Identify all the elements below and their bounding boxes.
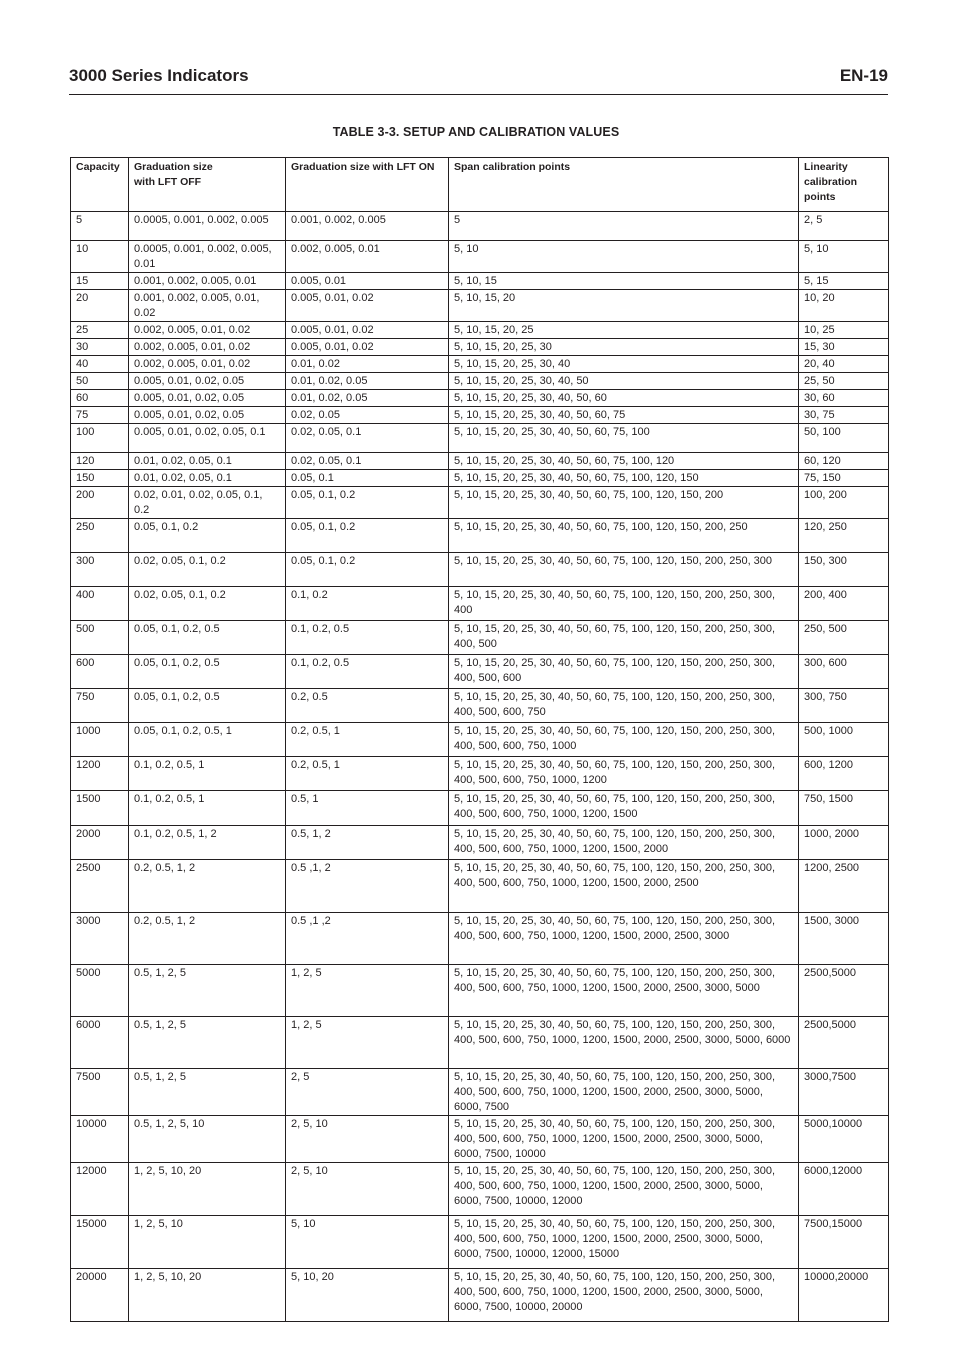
table-row — [71, 487, 889, 519]
cell-linearity-points: 10000,20000 — [799, 1269, 889, 1322]
header-row — [71, 158, 889, 212]
cell-graduation-lft-off: 0.02, 0.05, 0.1, 0.2 — [129, 553, 286, 587]
cell-span-points: 5, 10, 15, 20, 25, 30, 40, 50, 60, 75, 100, 120, 150, 200, 250, 300, 400, 500 — [449, 621, 799, 655]
cell-span-points: 5, 10, 15, 20, 25, 30, 40, 50, 60, 75, 100, 120, 150, 200, 250, 300, 400, 500, 600, 750, 1000, 1200, 1500, 2000, 2500, 3000, 5000, 6000, 7500, 10000 — [449, 1116, 799, 1163]
cell-linearity-points: 30, 75 — [799, 407, 889, 424]
cell-capacity: 75 — [71, 407, 129, 424]
cell-span-points: 5, 10 — [449, 241, 799, 273]
cell-capacity: 20 — [71, 290, 129, 322]
cell-graduation-lft-on: 0.5, 1 — [286, 791, 449, 826]
cell-graduation-lft-off: 0.005, 0.01, 0.02, 0.05 — [129, 407, 286, 424]
cell-graduation-lft-on: 2, 5, 10 — [286, 1163, 449, 1216]
cell-graduation-lft-on: 5, 10, 20 — [286, 1269, 449, 1322]
cell-linearity-points: 120, 250 — [799, 519, 889, 553]
cell-span-points: 5, 10, 15, 20, 25, 30, 40, 50, 60, 75, 100, 120, 150, 200, 250, 300, 400, 500, 600, 750, 1000 — [449, 723, 799, 757]
cell-linearity-points: 1500, 3000 — [799, 913, 889, 965]
cell-capacity: 10000 — [71, 1116, 129, 1163]
calibration-table — [70, 157, 889, 1322]
table-row — [71, 519, 889, 553]
cell-linearity-points: 200, 400 — [799, 587, 889, 621]
cell-graduation-lft-off: 1, 2, 5, 10 — [129, 1216, 286, 1269]
cell-capacity: 1200 — [71, 757, 129, 791]
cell-linearity-points: 50, 100 — [799, 424, 889, 453]
table-row — [71, 965, 889, 1017]
cell-graduation-lft-off: 0.05, 0.1, 0.2, 0.5 — [129, 621, 286, 655]
column-header-graduation-lft-on: Graduation size with LFT ON — [286, 158, 449, 212]
cell-graduation-lft-on: 0.05, 0.1 — [286, 470, 449, 487]
cell-linearity-points: 250, 500 — [799, 621, 889, 655]
table-row — [71, 1269, 889, 1322]
table-row — [71, 241, 889, 273]
cell-graduation-lft-off: 0.002, 0.005, 0.01, 0.02 — [129, 322, 286, 339]
cell-linearity-points: 7500,15000 — [799, 1216, 889, 1269]
cell-graduation-lft-off: 1, 2, 5, 10, 20 — [129, 1269, 286, 1322]
cell-linearity-points: 150, 300 — [799, 553, 889, 587]
table-row — [71, 322, 889, 339]
cell-span-points: 5, 10, 15, 20, 25, 30, 40, 50, 60, 75, 100, 120, 150, 200, 250, 300, 400 — [449, 587, 799, 621]
cell-linearity-points: 1200, 2500 — [799, 860, 889, 913]
cell-graduation-lft-on: 0.005, 0.01 — [286, 273, 449, 290]
cell-capacity: 500 — [71, 621, 129, 655]
cell-graduation-lft-off: 0.0005, 0.001, 0.002, 0.005 — [129, 212, 286, 241]
cell-span-points: 5, 10, 15, 20, 25, 30 — [449, 339, 799, 356]
column-header-capacity: Capacity — [71, 158, 129, 212]
cell-graduation-lft-off: 0.2, 0.5, 1, 2 — [129, 913, 286, 965]
cell-graduation-lft-off: 0.05, 0.1, 0.2, 0.5, 1 — [129, 723, 286, 757]
cell-graduation-lft-off: 1, 2, 5, 10, 20 — [129, 1163, 286, 1216]
cell-graduation-lft-off: 0.002, 0.005, 0.01, 0.02 — [129, 339, 286, 356]
cell-graduation-lft-on: 0.05, 0.1, 0.2 — [286, 553, 449, 587]
cell-graduation-lft-off: 0.5, 1, 2, 5 — [129, 965, 286, 1017]
cell-linearity-points: 25, 50 — [799, 373, 889, 390]
table-row — [71, 723, 889, 757]
table-row — [71, 453, 889, 470]
cell-capacity: 2000 — [71, 826, 129, 860]
cell-graduation-lft-off: 0.5, 1, 2, 5 — [129, 1017, 286, 1069]
cell-capacity: 15000 — [71, 1216, 129, 1269]
cell-graduation-lft-on: 0.1, 0.2, 0.5 — [286, 655, 449, 689]
table-row — [71, 826, 889, 860]
cell-span-points: 5 — [449, 212, 799, 241]
cell-graduation-lft-on: 1, 2, 5 — [286, 1017, 449, 1069]
cell-capacity: 400 — [71, 587, 129, 621]
table-row — [71, 1216, 889, 1269]
cell-graduation-lft-off: 0.001, 0.002, 0.005, 0.01 — [129, 273, 286, 290]
cell-span-points: 5, 10, 15, 20, 25, 30, 40, 50, 60, 75, 100, 120, 150, 200, 250, 300, 400, 500, 600, 750, 1000, 1200 — [449, 757, 799, 791]
cell-graduation-lft-on: 0.05, 0.1, 0.2 — [286, 519, 449, 553]
cell-linearity-points: 2500,5000 — [799, 1017, 889, 1069]
cell-linearity-points: 60, 120 — [799, 453, 889, 470]
cell-linearity-points: 1000, 2000 — [799, 826, 889, 860]
cell-capacity: 7500 — [71, 1069, 129, 1116]
cell-capacity: 50 — [71, 373, 129, 390]
cell-graduation-lft-on: 0.02, 0.05, 0.1 — [286, 453, 449, 470]
table-row — [71, 1017, 889, 1069]
cell-graduation-lft-off: 0.0005, 0.001, 0.002, 0.005, 0.01 — [129, 241, 286, 273]
table-row — [71, 407, 889, 424]
cell-linearity-points: 2, 5 — [799, 212, 889, 241]
table-row — [71, 339, 889, 356]
cell-span-points: 5, 10, 15, 20, 25, 30, 40, 50, 60, 75, 100, 120, 150, 200, 250 — [449, 519, 799, 553]
cell-graduation-lft-off: 0.5, 1, 2, 5 — [129, 1069, 286, 1116]
cell-graduation-lft-on: 2, 5, 10 — [286, 1116, 449, 1163]
cell-graduation-lft-off: 0.002, 0.005, 0.01, 0.02 — [129, 356, 286, 373]
table-caption: TABLE 3-3. SETUP AND CALIBRATION VALUES — [332, 125, 620, 139]
cell-capacity: 2500 — [71, 860, 129, 913]
cell-span-points: 5, 10, 15, 20, 25, 30, 40 — [449, 356, 799, 373]
page-header — [69, 64, 888, 95]
table-row — [71, 860, 889, 913]
cell-linearity-points: 75, 150 — [799, 470, 889, 487]
table-header — [71, 158, 889, 212]
cell-linearity-points: 15, 30 — [799, 339, 889, 356]
cell-linearity-points: 300, 600 — [799, 655, 889, 689]
cell-graduation-lft-on: 2, 5 — [286, 1069, 449, 1116]
document-title: 3000 Series Indicators — [69, 66, 249, 85]
cell-graduation-lft-on: 0.2, 0.5, 1 — [286, 757, 449, 791]
column-header-span-points: Span calibration points — [449, 158, 799, 212]
cell-capacity: 200 — [71, 487, 129, 519]
cell-graduation-lft-on: 0.5 ,1, 2 — [286, 860, 449, 913]
cell-span-points: 5, 10, 15, 20, 25, 30, 40, 50, 60, 75, 100, 120, 150, 200, 250, 300, 400, 500, 600, 750 — [449, 689, 799, 723]
cell-capacity: 6000 — [71, 1017, 129, 1069]
cell-span-points: 5, 10, 15, 20 — [449, 290, 799, 322]
cell-graduation-lft-off: 0.02, 0.01, 0.02, 0.05, 0.1, 0.2 — [129, 487, 286, 519]
cell-linearity-points: 100, 200 — [799, 487, 889, 519]
column-header-linearity-points: Linearity calibration points — [799, 158, 889, 212]
cell-graduation-lft-off: 0.005, 0.01, 0.02, 0.05 — [129, 390, 286, 407]
cell-capacity: 10 — [71, 241, 129, 273]
cell-graduation-lft-on: 0.005, 0.01, 0.02 — [286, 339, 449, 356]
cell-capacity: 15 — [71, 273, 129, 290]
cell-graduation-lft-on: 0.01, 0.02, 0.05 — [286, 390, 449, 407]
cell-graduation-lft-off: 0.001, 0.002, 0.005, 0.01, 0.02 — [129, 290, 286, 322]
cell-graduation-lft-on: 0.05, 0.1, 0.2 — [286, 487, 449, 519]
cell-span-points: 5, 10, 15, 20, 25, 30, 40, 50, 60, 75, 100, 120, 150 — [449, 470, 799, 487]
table-row — [71, 689, 889, 723]
table-row — [71, 356, 889, 373]
cell-span-points: 5, 10, 15, 20, 25, 30, 40, 50, 60, 75, 100, 120, 150, 200, 250, 300, 400, 500, 600, 750, 1000, 1200, 1500, 2000, 2500, 3000, 5000, 6000 — [449, 1017, 799, 1069]
cell-graduation-lft-off: 0.05, 0.1, 0.2 — [129, 519, 286, 553]
cell-linearity-points: 750, 1500 — [799, 791, 889, 826]
cell-span-points: 5, 10, 15, 20, 25, 30, 40, 50, 60, 75, 100 — [449, 424, 799, 453]
table-row — [71, 373, 889, 390]
column-header-graduation-lft-off: Graduation size with LFT OFF — [129, 158, 286, 212]
cell-capacity: 25 — [71, 322, 129, 339]
cell-graduation-lft-on: 0.1, 0.2 — [286, 587, 449, 621]
cell-graduation-lft-on: 0.5 ,1 ,2 — [286, 913, 449, 965]
cell-graduation-lft-off: 0.1, 0.2, 0.5, 1, 2 — [129, 826, 286, 860]
table-row — [71, 212, 889, 241]
cell-span-points: 5, 10, 15, 20, 25, 30, 40, 50, 60 — [449, 390, 799, 407]
cell-linearity-points: 5, 10 — [799, 241, 889, 273]
cell-linearity-points: 500, 1000 — [799, 723, 889, 757]
table-row — [71, 273, 889, 290]
cell-graduation-lft-on: 0.002, 0.005, 0.01 — [286, 241, 449, 273]
table-row — [71, 587, 889, 621]
cell-graduation-lft-off: 0.01, 0.02, 0.05, 0.1 — [129, 453, 286, 470]
cell-graduation-lft-on: 0.01, 0.02 — [286, 356, 449, 373]
cell-graduation-lft-on: 0.02, 0.05, 0.1 — [286, 424, 449, 453]
cell-span-points: 5, 10, 15, 20, 25, 30, 40, 50, 60, 75, 100, 120, 150, 200, 250, 300, 400, 500, 600, 750, 1000, 1200, 1500, 2000, 2500, 3000, 5000, 6000, 7500, 10000, 20000 — [449, 1269, 799, 1322]
cell-graduation-lft-on: 0.001, 0.002, 0.005 — [286, 212, 449, 241]
cell-graduation-lft-on: 0.02, 0.05 — [286, 407, 449, 424]
cell-linearity-points: 30, 60 — [799, 390, 889, 407]
cell-span-points: 5, 10, 15, 20, 25, 30, 40, 50, 60, 75, 100, 120, 150, 200, 250, 300, 400, 500, 600, 750, 1000, 1200, 1500, 2000, 2500 — [449, 860, 799, 913]
cell-span-points: 5, 10, 15, 20, 25, 30, 40, 50, 60, 75 — [449, 407, 799, 424]
cell-graduation-lft-on: 0.01, 0.02, 0.05 — [286, 373, 449, 390]
page-number: EN-19 — [839, 66, 888, 85]
cell-span-points: 5, 10, 15, 20, 25, 30, 40, 50, 60, 75, 100, 120, 150, 200, 250, 300, 400, 500, 600, 750, 1000, 1200, 1500, 2000, 2500, 3000, 5000, 6000, 7500 — [449, 1069, 799, 1116]
table-row — [71, 390, 889, 407]
cell-capacity: 5 — [71, 212, 129, 241]
cell-span-points: 5, 10, 15, 20, 25, 30, 40, 50, 60, 75, 100, 120, 150, 200, 250, 300, 400, 500, 600, 750, 1000, 1200, 1500 — [449, 791, 799, 826]
cell-graduation-lft-on: 0.2, 0.5 — [286, 689, 449, 723]
cell-linearity-points: 5000,10000 — [799, 1116, 889, 1163]
table-row — [71, 791, 889, 826]
cell-span-points: 5, 10, 15, 20, 25, 30, 40, 50, 60, 75, 100, 120, 150, 200, 250, 300, 400, 500, 600, 750, 1000, 1200, 1500, 2000 — [449, 826, 799, 860]
cell-capacity: 100 — [71, 424, 129, 453]
cell-span-points: 5, 10, 15, 20, 25, 30, 40, 50, 60, 75, 100, 120, 150, 200, 250, 300, 400, 500, 600, 750, 1000, 1200, 1500, 2000, 2500, 3000, 5000, 6000, 7500, 10000, 12000 — [449, 1163, 799, 1216]
cell-capacity: 30 — [71, 339, 129, 356]
cell-graduation-lft-on: 1, 2, 5 — [286, 965, 449, 1017]
table-row — [71, 553, 889, 587]
cell-span-points: 5, 10, 15, 20, 25, 30, 40, 50, 60, 75, 100, 120, 150, 200 — [449, 487, 799, 519]
cell-linearity-points: 6000,12000 — [799, 1163, 889, 1216]
cell-graduation-lft-off: 0.2, 0.5, 1, 2 — [129, 860, 286, 913]
cell-graduation-lft-off: 0.005, 0.01, 0.02, 0.05, 0.1 — [129, 424, 286, 453]
cell-capacity: 750 — [71, 689, 129, 723]
table-row — [71, 1116, 889, 1163]
cell-capacity: 300 — [71, 553, 129, 587]
cell-linearity-points: 5, 15 — [799, 273, 889, 290]
cell-linearity-points: 10, 25 — [799, 322, 889, 339]
cell-linearity-points: 300, 750 — [799, 689, 889, 723]
cell-graduation-lft-on: 0.005, 0.01, 0.02 — [286, 322, 449, 339]
cell-capacity: 60 — [71, 390, 129, 407]
cell-capacity: 150 — [71, 470, 129, 487]
cell-capacity: 12000 — [71, 1163, 129, 1216]
cell-graduation-lft-off: 0.1, 0.2, 0.5, 1 — [129, 757, 286, 791]
cell-capacity: 40 — [71, 356, 129, 373]
cell-span-points: 5, 10, 15, 20, 25, 30, 40, 50, 60, 75, 100, 120, 150, 200, 250, 300, 400, 500, 600, 750, 1000, 1200, 1500, 2000, 2500, 3000, 5000 — [449, 965, 799, 1017]
table-row — [71, 1069, 889, 1116]
cell-graduation-lft-on: 0.005, 0.01, 0.02 — [286, 290, 449, 322]
cell-capacity: 600 — [71, 655, 129, 689]
cell-span-points: 5, 10, 15, 20, 25, 30, 40, 50 — [449, 373, 799, 390]
cell-linearity-points: 20, 40 — [799, 356, 889, 373]
cell-linearity-points: 2500,5000 — [799, 965, 889, 1017]
cell-span-points: 5, 10, 15, 20, 25 — [449, 322, 799, 339]
cell-capacity: 1000 — [71, 723, 129, 757]
cell-linearity-points: 3000,7500 — [799, 1069, 889, 1116]
cell-capacity: 120 — [71, 453, 129, 470]
table-row — [71, 290, 889, 322]
table-row — [71, 1163, 889, 1216]
cell-graduation-lft-on: 5, 10 — [286, 1216, 449, 1269]
cell-span-points: 5, 10, 15, 20, 25, 30, 40, 50, 60, 75, 100, 120, 150, 200, 250, 300 — [449, 553, 799, 587]
cell-capacity: 250 — [71, 519, 129, 553]
table-body — [71, 212, 889, 1322]
table-row — [71, 424, 889, 453]
cell-span-points: 5, 10, 15, 20, 25, 30, 40, 50, 60, 75, 100, 120 — [449, 453, 799, 470]
cell-graduation-lft-off: 0.1, 0.2, 0.5, 1 — [129, 791, 286, 826]
cell-graduation-lft-on: 0.1, 0.2, 0.5 — [286, 621, 449, 655]
cell-span-points: 5, 10, 15, 20, 25, 30, 40, 50, 60, 75, 100, 120, 150, 200, 250, 300, 400, 500, 600, 750, 1000, 1200, 1500, 2000, 2500, 3000, 5000, 6000, 7500, 10000, 12000, 15000 — [449, 1216, 799, 1269]
table-row — [71, 621, 889, 655]
cell-span-points: 5, 10, 15, 20, 25, 30, 40, 50, 60, 75, 100, 120, 150, 200, 250, 300, 400, 500, 600, 750, 1000, 1200, 1500, 2000, 2500, 3000 — [449, 913, 799, 965]
cell-graduation-lft-off: 0.05, 0.1, 0.2, 0.5 — [129, 689, 286, 723]
cell-capacity: 5000 — [71, 965, 129, 1017]
cell-linearity-points: 600, 1200 — [799, 757, 889, 791]
cell-span-points: 5, 10, 15 — [449, 273, 799, 290]
cell-graduation-lft-off: 0.005, 0.01, 0.02, 0.05 — [129, 373, 286, 390]
cell-span-points: 5, 10, 15, 20, 25, 30, 40, 50, 60, 75, 100, 120, 150, 200, 250, 300, 400, 500, 600 — [449, 655, 799, 689]
cell-graduation-lft-off: 0.02, 0.05, 0.1, 0.2 — [129, 587, 286, 621]
cell-linearity-points: 10, 20 — [799, 290, 889, 322]
cell-graduation-lft-on: 0.2, 0.5, 1 — [286, 723, 449, 757]
table-row — [71, 655, 889, 689]
cell-graduation-lft-off: 0.5, 1, 2, 5, 10 — [129, 1116, 286, 1163]
cell-graduation-lft-off: 0.01, 0.02, 0.05, 0.1 — [129, 470, 286, 487]
cell-graduation-lft-off: 0.05, 0.1, 0.2, 0.5 — [129, 655, 286, 689]
table-row — [71, 757, 889, 791]
cell-capacity: 20000 — [71, 1269, 129, 1322]
cell-capacity: 3000 — [71, 913, 129, 965]
table-row — [71, 913, 889, 965]
cell-graduation-lft-on: 0.5, 1, 2 — [286, 826, 449, 860]
cell-capacity: 1500 — [71, 791, 129, 826]
table-row — [71, 470, 889, 487]
